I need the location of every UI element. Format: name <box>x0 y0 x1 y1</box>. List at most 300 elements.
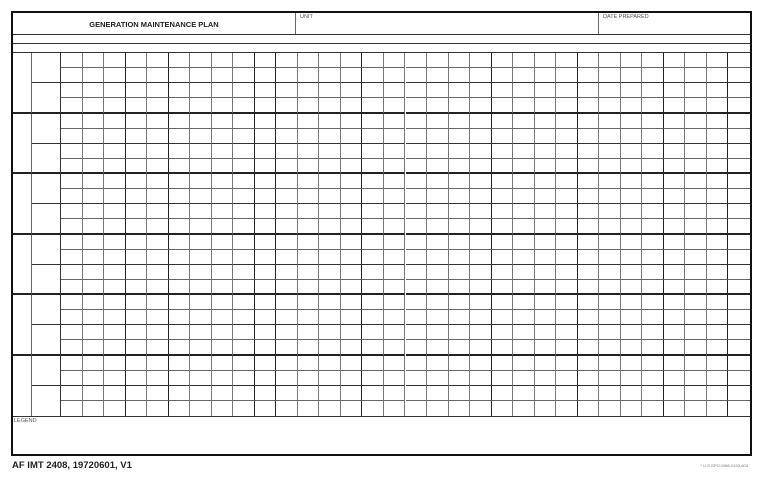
grid-cell[interactable] <box>319 265 341 280</box>
grid-cell[interactable] <box>535 401 557 416</box>
grid-cell[interactable] <box>147 310 169 325</box>
group-label-cell[interactable] <box>13 174 32 235</box>
grid-cell[interactable] <box>298 219 320 234</box>
grid-cell[interactable] <box>728 235 750 250</box>
grid-cell[interactable] <box>427 53 449 68</box>
grid-cell[interactable] <box>319 53 341 68</box>
grid-cell[interactable] <box>470 280 492 295</box>
grid-cell[interactable] <box>104 144 126 159</box>
grid-cell[interactable] <box>642 174 664 189</box>
grid-cell[interactable] <box>384 129 406 144</box>
grid-cell[interactable] <box>427 83 449 98</box>
grid-cell[interactable] <box>169 280 191 295</box>
grid-cell[interactable] <box>362 144 384 159</box>
grid-cell[interactable] <box>276 340 298 355</box>
grid-cell[interactable] <box>255 114 277 129</box>
grid-cell[interactable] <box>341 340 363 355</box>
grid-cell[interactable] <box>449 250 471 265</box>
grid-cell[interactable] <box>449 235 471 250</box>
grid-cell[interactable] <box>707 219 729 234</box>
grid-cell[interactable] <box>233 144 255 159</box>
grid-cell[interactable] <box>104 159 126 174</box>
grid-cell[interactable] <box>233 129 255 144</box>
grid-cell[interactable] <box>449 53 471 68</box>
grid-cell[interactable] <box>556 83 578 98</box>
grid-cell[interactable] <box>61 114 83 129</box>
grid-cell[interactable] <box>212 189 234 204</box>
grid-cell[interactable] <box>233 219 255 234</box>
grid-cell[interactable] <box>190 219 212 234</box>
grid-cell[interactable] <box>685 340 707 355</box>
grid-cell[interactable] <box>578 356 600 371</box>
grid-cell[interactable] <box>492 340 514 355</box>
grid-cell[interactable] <box>212 129 234 144</box>
grid-cell[interactable] <box>255 265 277 280</box>
grid-cell[interactable] <box>147 280 169 295</box>
grid-cell[interactable] <box>255 235 277 250</box>
grid-cell[interactable] <box>169 401 191 416</box>
grid-cell[interactable] <box>664 159 686 174</box>
grid-cell[interactable] <box>707 265 729 280</box>
grid-cell[interactable] <box>169 295 191 310</box>
grid-cell[interactable] <box>556 386 578 401</box>
grid-cell[interactable] <box>578 53 600 68</box>
grid-cell[interactable] <box>707 144 729 159</box>
grid-cell[interactable] <box>298 98 320 113</box>
grid-cell[interactable] <box>535 53 557 68</box>
grid-cell[interactable] <box>449 144 471 159</box>
grid-cell[interactable] <box>406 401 428 416</box>
grid-cell[interactable] <box>685 295 707 310</box>
grid-cell[interactable] <box>233 356 255 371</box>
grid-cell[interactable] <box>664 310 686 325</box>
grid-cell[interactable] <box>126 68 148 83</box>
grid-cell[interactable] <box>449 340 471 355</box>
grid-cell[interactable] <box>621 159 643 174</box>
grid-cell[interactable] <box>621 265 643 280</box>
grid-cell[interactable] <box>664 401 686 416</box>
grid-cell[interactable] <box>341 280 363 295</box>
grid-cell[interactable] <box>599 386 621 401</box>
grid-cell[interactable] <box>449 401 471 416</box>
grid-cell[interactable] <box>685 144 707 159</box>
grid-cell[interactable] <box>362 310 384 325</box>
grid-cell[interactable] <box>319 386 341 401</box>
grid-cell[interactable] <box>341 204 363 219</box>
grid-cell[interactable] <box>664 219 686 234</box>
grid-cell[interactable] <box>427 325 449 340</box>
grid-cell[interactable] <box>427 386 449 401</box>
grid-cell[interactable] <box>319 219 341 234</box>
grid-cell[interactable] <box>255 83 277 98</box>
grid-cell[interactable] <box>449 83 471 98</box>
grid-cell[interactable] <box>427 114 449 129</box>
grid-cell[interactable] <box>362 159 384 174</box>
grid-cell[interactable] <box>169 235 191 250</box>
grid-cell[interactable] <box>556 219 578 234</box>
grid-cell[interactable] <box>556 371 578 386</box>
grid-cell[interactable] <box>298 129 320 144</box>
grid-cell[interactable] <box>233 250 255 265</box>
grid-cell[interactable] <box>513 401 535 416</box>
grid-cell[interactable] <box>621 204 643 219</box>
grid-cell[interactable] <box>126 98 148 113</box>
grid-cell[interactable] <box>642 68 664 83</box>
grid-cell[interactable] <box>298 325 320 340</box>
grid-cell[interactable] <box>642 310 664 325</box>
grid-cell[interactable] <box>61 386 83 401</box>
grid-cell[interactable] <box>707 204 729 219</box>
grid-cell[interactable] <box>578 295 600 310</box>
grid-cell[interactable] <box>190 356 212 371</box>
grid-cell[interactable] <box>621 386 643 401</box>
grid-cell[interactable] <box>556 204 578 219</box>
grid-cell[interactable] <box>599 265 621 280</box>
grid-cell[interactable] <box>384 114 406 129</box>
grid-cell[interactable] <box>728 280 750 295</box>
grid-cell[interactable] <box>406 189 428 204</box>
grid-cell[interactable] <box>535 159 557 174</box>
grid-cell[interactable] <box>233 68 255 83</box>
grid-cell[interactable] <box>556 174 578 189</box>
grid-cell[interactable] <box>707 129 729 144</box>
grid-cell[interactable] <box>685 325 707 340</box>
grid-cell[interactable] <box>685 310 707 325</box>
grid-cell[interactable] <box>599 401 621 416</box>
grid-cell[interactable] <box>642 204 664 219</box>
grid-cell[interactable] <box>276 280 298 295</box>
grid-cell[interactable] <box>556 325 578 340</box>
grid-cell[interactable] <box>642 386 664 401</box>
grid-cell[interactable] <box>728 219 750 234</box>
grid-cell[interactable] <box>83 204 105 219</box>
grid-cell[interactable] <box>728 174 750 189</box>
grid-cell[interactable] <box>556 310 578 325</box>
grid-cell[interactable] <box>341 235 363 250</box>
grid-cell[interactable] <box>470 356 492 371</box>
grid-cell[interactable] <box>664 129 686 144</box>
subgroup-label-cell[interactable] <box>32 235 61 265</box>
subgroup-label-cell[interactable] <box>32 53 61 83</box>
grid-cell[interactable] <box>642 83 664 98</box>
grid-cell[interactable] <box>707 250 729 265</box>
grid-cell[interactable] <box>212 371 234 386</box>
grid-cell[interactable] <box>104 83 126 98</box>
grid-cell[interactable] <box>61 356 83 371</box>
grid-cell[interactable] <box>212 295 234 310</box>
grid-cell[interactable] <box>319 144 341 159</box>
grid-cell[interactable] <box>492 401 514 416</box>
grid-cell[interactable] <box>707 280 729 295</box>
grid-cell[interactable] <box>427 371 449 386</box>
grid-cell[interactable] <box>535 144 557 159</box>
grid-cell[interactable] <box>233 83 255 98</box>
grid-cell[interactable] <box>406 68 428 83</box>
grid-cell[interactable] <box>384 83 406 98</box>
grid-cell[interactable] <box>384 295 406 310</box>
grid-cell[interactable] <box>427 159 449 174</box>
grid-cell[interactable] <box>621 68 643 83</box>
subgroup-label-cell[interactable] <box>32 114 61 144</box>
grid-cell[interactable] <box>707 371 729 386</box>
grid-cell[interactable] <box>298 401 320 416</box>
grid-cell[interactable] <box>707 325 729 340</box>
grid-cell[interactable] <box>104 204 126 219</box>
grid-cell[interactable] <box>492 235 514 250</box>
grid-cell[interactable] <box>707 174 729 189</box>
subgroup-label-cell[interactable] <box>32 386 61 416</box>
grid-cell[interactable] <box>255 98 277 113</box>
grid-cell[interactable] <box>685 68 707 83</box>
grid-cell[interactable] <box>169 310 191 325</box>
grid-cell[interactable] <box>126 174 148 189</box>
grid-cell[interactable] <box>728 144 750 159</box>
grid-cell[interactable] <box>470 98 492 113</box>
grid-cell[interactable] <box>406 356 428 371</box>
grid-cell[interactable] <box>685 219 707 234</box>
grid-cell[interactable] <box>492 129 514 144</box>
grid-cell[interactable] <box>126 386 148 401</box>
grid-cell[interactable] <box>104 265 126 280</box>
grid-cell[interactable] <box>427 174 449 189</box>
grid-cell[interactable] <box>492 310 514 325</box>
grid-cell[interactable] <box>276 144 298 159</box>
grid-cell[interactable] <box>255 129 277 144</box>
grid-cell[interactable] <box>492 189 514 204</box>
grid-cell[interactable] <box>449 114 471 129</box>
grid-cell[interactable] <box>104 401 126 416</box>
grid-cell[interactable] <box>492 371 514 386</box>
grid-cell[interactable] <box>126 53 148 68</box>
grid-cell[interactable] <box>728 53 750 68</box>
grid-cell[interactable] <box>406 280 428 295</box>
grid-cell[interactable] <box>276 401 298 416</box>
grid-cell[interactable] <box>621 235 643 250</box>
grid-cell[interactable] <box>61 144 83 159</box>
grid-cell[interactable] <box>362 114 384 129</box>
grid-cell[interactable] <box>147 144 169 159</box>
grid-cell[interactable] <box>707 386 729 401</box>
grid-cell[interactable] <box>126 83 148 98</box>
grid-cell[interactable] <box>578 83 600 98</box>
grid-cell[interactable] <box>492 204 514 219</box>
grid-cell[interactable] <box>599 250 621 265</box>
grid-cell[interactable] <box>578 265 600 280</box>
grid-cell[interactable] <box>599 310 621 325</box>
grid-cell[interactable] <box>470 386 492 401</box>
grid-cell[interactable] <box>707 401 729 416</box>
grid-cell[interactable] <box>212 265 234 280</box>
grid-cell[interactable] <box>298 68 320 83</box>
grid-cell[interactable] <box>728 189 750 204</box>
grid-cell[interactable] <box>298 386 320 401</box>
grid-cell[interactable] <box>190 144 212 159</box>
grid-cell[interactable] <box>362 219 384 234</box>
grid-cell[interactable] <box>513 356 535 371</box>
grid-cell[interactable] <box>664 114 686 129</box>
grid-cell[interactable] <box>535 295 557 310</box>
grid-cell[interactable] <box>535 204 557 219</box>
grid-cell[interactable] <box>147 295 169 310</box>
grid-cell[interactable] <box>728 401 750 416</box>
grid-cell[interactable] <box>61 295 83 310</box>
grid-cell[interactable] <box>341 356 363 371</box>
grid-cell[interactable] <box>685 401 707 416</box>
grid-cell[interactable] <box>362 53 384 68</box>
grid-cell[interactable] <box>384 144 406 159</box>
grid-cell[interactable] <box>298 144 320 159</box>
grid-cell[interactable] <box>427 250 449 265</box>
grid-cell[interactable] <box>728 129 750 144</box>
grid-cell[interactable] <box>685 98 707 113</box>
grid-cell[interactable] <box>685 250 707 265</box>
grid-cell[interactable] <box>513 371 535 386</box>
grid-cell[interactable] <box>642 325 664 340</box>
grid-cell[interactable] <box>406 174 428 189</box>
grid-cell[interactable] <box>276 68 298 83</box>
grid-cell[interactable] <box>427 295 449 310</box>
grid-cell[interactable] <box>384 189 406 204</box>
grid-cell[interactable] <box>298 114 320 129</box>
grid-cell[interactable] <box>233 204 255 219</box>
grid-cell[interactable] <box>685 280 707 295</box>
grid-cell[interactable] <box>147 129 169 144</box>
grid-cell[interactable] <box>685 174 707 189</box>
grid-cell[interactable] <box>599 295 621 310</box>
grid-cell[interactable] <box>642 189 664 204</box>
grid-cell[interactable] <box>664 386 686 401</box>
grid-cell[interactable] <box>427 356 449 371</box>
grid-cell[interactable] <box>406 144 428 159</box>
grid-cell[interactable] <box>384 310 406 325</box>
grid-cell[interactable] <box>728 98 750 113</box>
grid-cell[interactable] <box>83 250 105 265</box>
grid-cell[interactable] <box>556 189 578 204</box>
grid-cell[interactable] <box>319 401 341 416</box>
grid-cell[interactable] <box>621 189 643 204</box>
grid-cell[interactable] <box>707 83 729 98</box>
grid-cell[interactable] <box>621 219 643 234</box>
grid-cell[interactable] <box>384 235 406 250</box>
grid-cell[interactable] <box>427 144 449 159</box>
grid-cell[interactable] <box>642 295 664 310</box>
subgroup-label-cell[interactable] <box>32 204 61 234</box>
grid-cell[interactable] <box>556 401 578 416</box>
grid-cell[interactable] <box>513 295 535 310</box>
grid-cell[interactable] <box>255 295 277 310</box>
grid-cell[interactable] <box>664 144 686 159</box>
grid-cell[interactable] <box>362 204 384 219</box>
grid-cell[interactable] <box>578 129 600 144</box>
grid-cell[interactable] <box>126 401 148 416</box>
grid-cell[interactable] <box>276 204 298 219</box>
grid-cell[interactable] <box>104 325 126 340</box>
grid-cell[interactable] <box>556 235 578 250</box>
grid-cell[interactable] <box>276 295 298 310</box>
grid-cell[interactable] <box>513 189 535 204</box>
grid-cell[interactable] <box>642 129 664 144</box>
grid-cell[interactable] <box>147 114 169 129</box>
grid-cell[interactable] <box>126 371 148 386</box>
grid-cell[interactable] <box>190 310 212 325</box>
grid-cell[interactable] <box>621 129 643 144</box>
grid-cell[interactable] <box>513 68 535 83</box>
grid-cell[interactable] <box>147 174 169 189</box>
grid-cell[interactable] <box>233 265 255 280</box>
grid-cell[interactable] <box>406 325 428 340</box>
grid-cell[interactable] <box>535 68 557 83</box>
grid-cell[interactable] <box>406 386 428 401</box>
grid-cell[interactable] <box>492 325 514 340</box>
grid-cell[interactable] <box>233 340 255 355</box>
grid-cell[interactable] <box>169 83 191 98</box>
grid-cell[interactable] <box>190 68 212 83</box>
grid-cell[interactable] <box>578 235 600 250</box>
grid-cell[interactable] <box>621 250 643 265</box>
grid-cell[interactable] <box>190 325 212 340</box>
grid-cell[interactable] <box>449 174 471 189</box>
grid-cell[interactable] <box>707 310 729 325</box>
grid-cell[interactable] <box>599 98 621 113</box>
grid-cell[interactable] <box>556 265 578 280</box>
grid-cell[interactable] <box>276 386 298 401</box>
grid-cell[interactable] <box>621 401 643 416</box>
grid-cell[interactable] <box>233 235 255 250</box>
grid-cell[interactable] <box>664 295 686 310</box>
grid-cell[interactable] <box>599 68 621 83</box>
grid-cell[interactable] <box>599 325 621 340</box>
grid-cell[interactable] <box>104 280 126 295</box>
grid-cell[interactable] <box>535 356 557 371</box>
grid-cell[interactable] <box>728 114 750 129</box>
grid-cell[interactable] <box>664 250 686 265</box>
grid-cell[interactable] <box>599 340 621 355</box>
grid-cell[interactable] <box>406 114 428 129</box>
grid-cell[interactable] <box>513 340 535 355</box>
grid-cell[interactable] <box>728 159 750 174</box>
grid-cell[interactable] <box>255 250 277 265</box>
grid-cell[interactable] <box>169 189 191 204</box>
grid-cell[interactable] <box>126 219 148 234</box>
grid-cell[interactable] <box>470 250 492 265</box>
grid-cell[interactable] <box>578 68 600 83</box>
grid-cell[interactable] <box>362 250 384 265</box>
grid-cell[interactable] <box>513 386 535 401</box>
grid-cell[interactable] <box>664 371 686 386</box>
grid-cell[interactable] <box>384 174 406 189</box>
grid-cell[interactable] <box>255 280 277 295</box>
grid-cell[interactable] <box>212 174 234 189</box>
grid-cell[interactable] <box>513 53 535 68</box>
grid-cell[interactable] <box>147 219 169 234</box>
grid-cell[interactable] <box>61 98 83 113</box>
grid-cell[interactable] <box>276 159 298 174</box>
grid-cell[interactable] <box>599 219 621 234</box>
grid-cell[interactable] <box>535 250 557 265</box>
grid-cell[interactable] <box>470 219 492 234</box>
subgroup-label-cell[interactable] <box>32 325 61 355</box>
grid-cell[interactable] <box>384 356 406 371</box>
grid-cell[interactable] <box>578 325 600 340</box>
grid-cell[interactable] <box>470 129 492 144</box>
grid-cell[interactable] <box>276 356 298 371</box>
grid-cell[interactable] <box>513 144 535 159</box>
subgroup-label-cell[interactable] <box>32 295 61 325</box>
grid-cell[interactable] <box>276 189 298 204</box>
grid-cell[interactable] <box>362 83 384 98</box>
grid-cell[interactable] <box>513 159 535 174</box>
grid-cell[interactable] <box>190 235 212 250</box>
